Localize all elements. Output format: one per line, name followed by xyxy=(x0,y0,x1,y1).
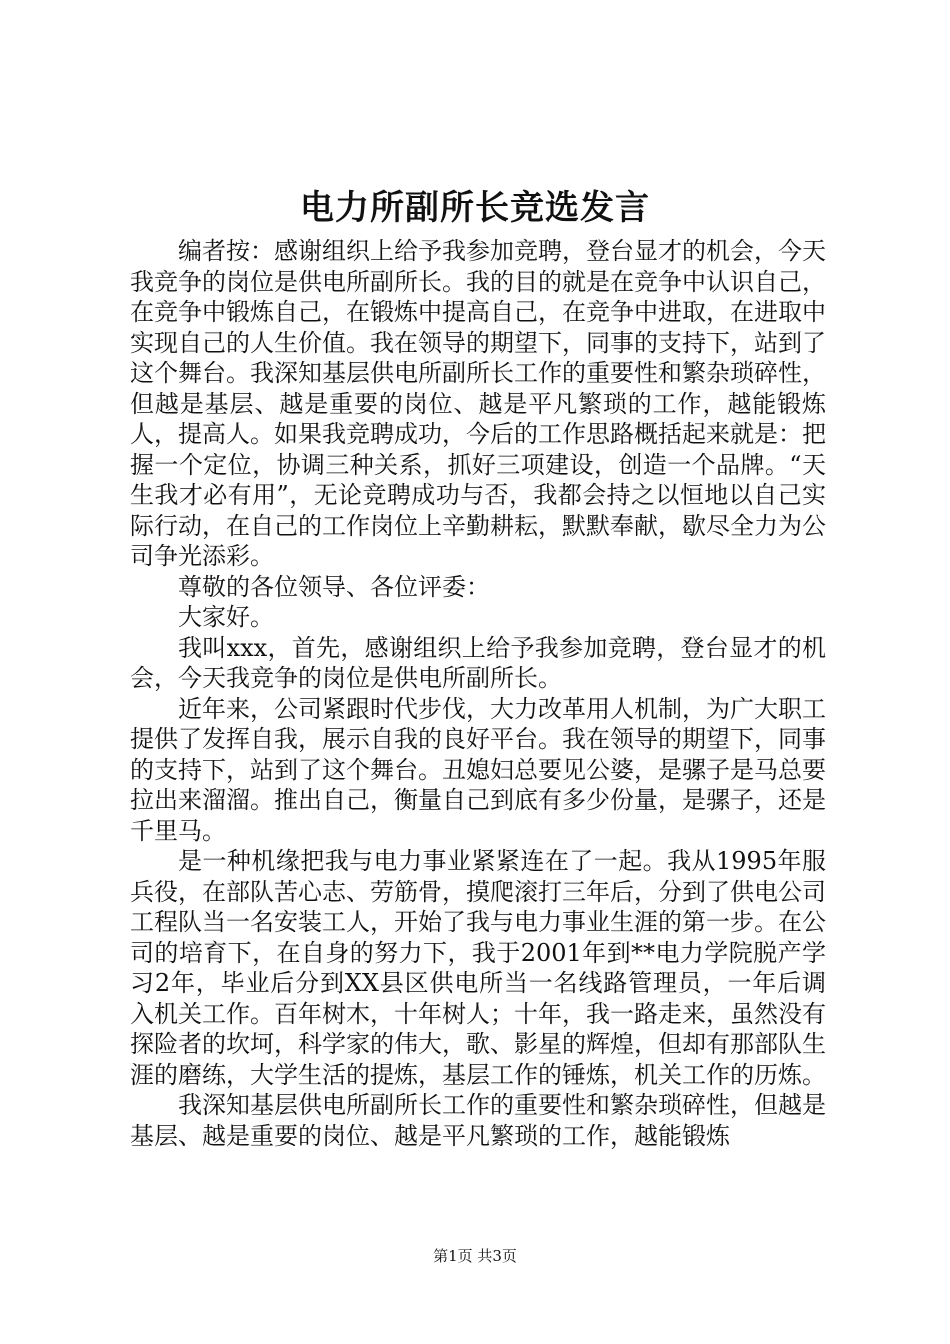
document-title: 电力所副所长竞选发言 xyxy=(300,188,650,228)
paragraph-position-importance: 我深知基层供电所副所长工作的重要性和繁杂琐碎性，但越是基层、越是重要的岗位、越是平凡繁琐的工作，越能锻炼 xyxy=(130,1091,826,1150)
document-body xyxy=(130,236,826,1151)
paragraph-introduction: 我叫xxx，首先，感谢组织上给予我参加竞聘，登台显才的机会，今天我竞争的岗位是供电所副所长。 xyxy=(130,633,826,692)
paragraph-career-history: 是一种机缘把我与电力事业紧紧连在了一起。我从1995年服兵役，在部队苦心志、劳筋骨，摸爬滚打三年后，分到了供电公司工程队当一名安装工人，开始了我与电力事业生涯的第一步。在公司的培育下，在自身的努力下，我于2001年到**电力学院脱产学习2年，毕业后分到XX县区供电所当一名线路管理员，一年后调入机关工作。百年树木，十年树人；十年，我一路走来，虽然没有探险者的坎坷，科学家的伟大，歌、影星的辉煌，但却有那部队生涯的磨练，大学生活的提炼，基层工作的锤炼，机关工作的历炼。 xyxy=(130,847,826,1089)
paragraph-salutation: 尊敬的各位领导、各位评委： xyxy=(178,572,490,601)
paragraph-greeting: 大家好。 xyxy=(178,603,274,631)
paragraph-editor-note: 编者按：感谢组织上给予我参加竞聘，登台显才的机会，今天我竞争的岗位是供电所副所长。我的目的就是在竞争中认识自己，在竞争中锻炼自己，在锻炼中提高自己，在竞争中进取，在进取中实现自己的人生价值。我在领导的期望下，同事的支持下，站到了这个舞台。我深知基层供电所副所长工作的重要性和繁杂琐碎性，但越是基层、越是重要的岗位、越是平凡繁琐的工作，越能锻炼人，提高人。如果我竞聘成功，今后的工作思路概括起来就是：把握一个定位，协调三种关系，抓好三项建设，创造一个品牌。“天生我才必有用”，无论竞聘成功与否，我都会持之以恒地以自己实际行动，在自己的工作岗位上辛勤耕耘，默默奉献，歇尽全力为公司争光添彩。 xyxy=(130,237,826,570)
page-number-footer: 第1页 共3页 xyxy=(433,1247,517,1265)
paragraph-company-reform: 近年来，公司紧跟时代步伐，大力改革用人机制，为广大职工提供了发挥自我，展示自我的良好平台。我在领导的期望下，同事的支持下，站到了这个舞台。丑媳妇总要见公婆，是骡子是马总要拉出来溜溜。推出自己，衡量自己到底有多少份量，是骡子，还是千里马。 xyxy=(130,694,826,845)
